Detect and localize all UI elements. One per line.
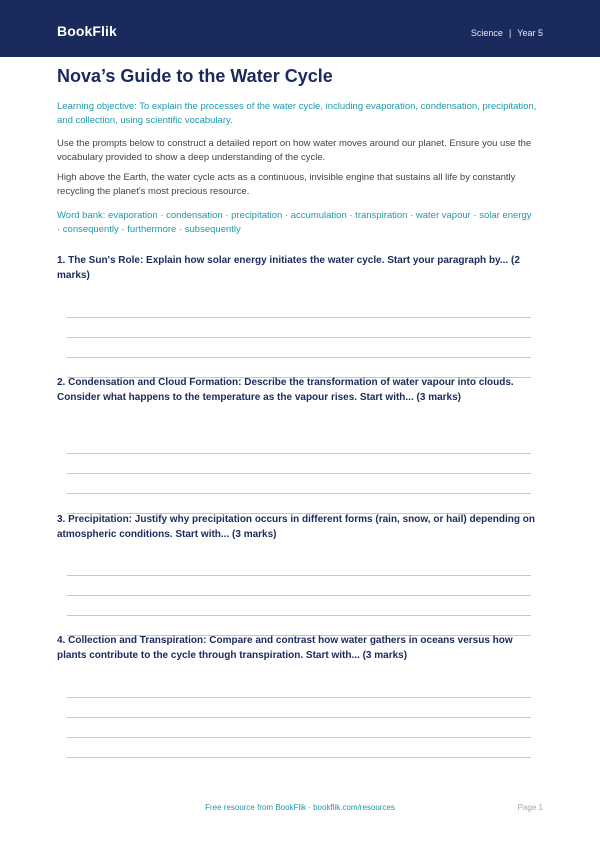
learning-objective: Learning objective: To explain the processes of the water cycle, including evaporation, condensation, precipitation, and collection, using scientific vocabulary. [57,101,537,126]
year-label: Year 5 [517,28,543,38]
answer-line[interactable] [67,697,531,698]
answer-line[interactable] [67,493,531,494]
intro-paragraph-1: Use the prompts below to construct a detailed report on how water moves around our planet. Ensure you use the vocabulary provided to show a deep understanding of the cycle. [57,138,532,163]
answer-line[interactable] [67,357,531,358]
answer-line[interactable] [67,453,531,454]
subject-year-label [471,28,543,38]
answer-line[interactable] [67,757,531,758]
header-bar [0,0,600,57]
separator: | [508,28,512,38]
question-1: 1. The Sun's Role: Explain how solar energy initiates the water cycle. Start your paragraph by... (2 marks) [57,255,520,281]
answer-line[interactable] [67,337,531,338]
word-bank: Word bank: evaporation · condensation · precipitation · accumulation · transpiration · water vapour · solar energy · consequently · furthermore · subsequently [57,210,532,235]
question-4: 4. Collection and Transpiration: Compare and contrast how water gathers in oceans versus how plants contribute to the cycle through transpiration. Start with... (3 marks) [57,635,513,661]
answer-line[interactable] [67,737,531,738]
intro-paragraph-2: High above the Earth, the water cycle acts as a continuous, invisible engine that sustains all life by constantly recycling the planet's most precious resource. [57,172,516,197]
brand-logo[interactable]: BookFlik [57,23,117,39]
answer-line[interactable] [67,473,531,474]
footer-resource-link[interactable]: Free resource from BookFlik · bookflik.com/resources [205,803,395,812]
question-3: 3. Precipitation: Justify why precipitation occurs in different forms (rain, snow, or hail) depending on atmospheric conditions. Start with... (3 marks) [57,514,536,540]
page-title: Nova’s Guide to the Water Cycle [57,66,333,86]
answer-line[interactable] [67,575,531,576]
subject-label: Science [470,28,503,38]
answer-line[interactable] [67,317,531,318]
page-number: Page 1 [517,803,543,812]
answer-line[interactable] [67,595,531,596]
answer-line[interactable] [67,615,531,616]
answer-line[interactable] [67,717,531,718]
question-2: 2. Condensation and Cloud Formation: Describe the transformation of water vapour into clouds. Consider what happens to the temperature as the vapour rises. Start with... (3 marks) [57,377,514,403]
